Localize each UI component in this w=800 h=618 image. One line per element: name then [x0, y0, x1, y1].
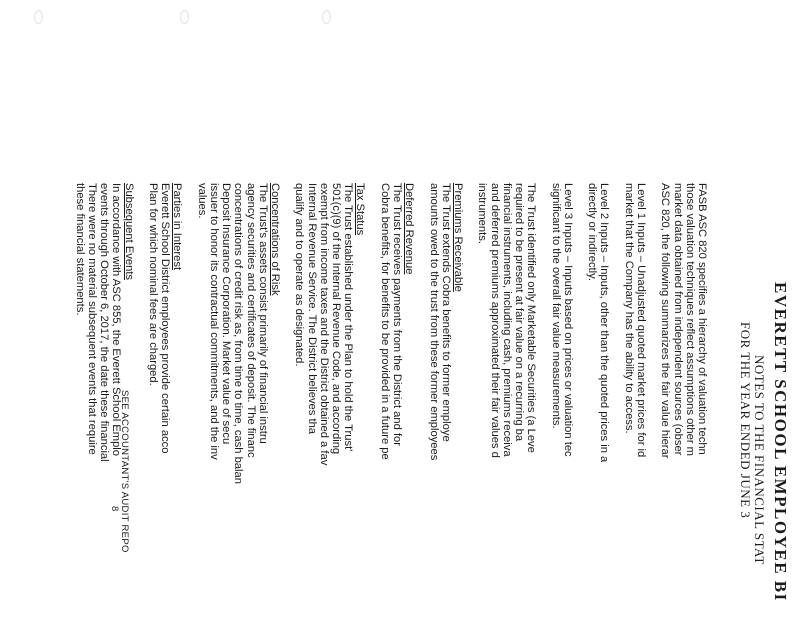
text-line: In accordance with ASC 855, the Everett School Emplo [110, 183, 123, 457]
text-line: Level 1 Inputs – Unadjusted quoted market prices for id [635, 183, 647, 458]
text-line: The Trust identified only Marketable Securities (a Leve [525, 183, 538, 453]
text-line: The Trust's assets consist primarily of financial instru [256, 183, 269, 444]
text-line: There were no material subsequent events that require [86, 183, 98, 455]
text-line: The Trust established under the Plan to hold the Trust' [342, 183, 355, 452]
text-line: agency securities and certificates of deposit. The financ [244, 183, 257, 458]
text-line: Cobra benefits, for benefits to be provided in a future pe [378, 183, 391, 460]
text-line: instruments. [476, 183, 489, 244]
text-line: and deferred premiums approximated their fair values d [488, 183, 501, 458]
deferred-revenue-section [379, 183, 416, 618]
text-line: ASC 820, the following summarizes the fair value hierar [659, 183, 672, 459]
parties-in-interest-section [147, 183, 184, 618]
text-line: Plan for which nominal fees are charged. [147, 183, 159, 386]
level3-paragraph [549, 183, 573, 618]
text-line: exempt from income taxes and the District obtained a fav [317, 183, 330, 466]
text-line: values. [195, 183, 208, 219]
text-line: these financial statements. [73, 183, 86, 316]
text-line: those valuation techniques reflect assumptions other m [683, 183, 696, 457]
audit-report-footer: SEE ACCOUNTANT'S AUDIT REPO [119, 390, 130, 553]
marketable-securities-paragraph [476, 183, 537, 618]
text-line: Internal Revenue Service. The District believes tha [305, 183, 318, 435]
tax-status-section [293, 183, 366, 618]
text-line: FASB ASC 820 specifies a hierarchy of valuation techn [696, 183, 708, 455]
fair-value-paragraph [659, 183, 708, 618]
premiums-receivable-section [427, 183, 464, 618]
level1-paragraph [623, 183, 647, 618]
document-subtitle: NOTES TO THE FINANCIAL STAT [752, 355, 767, 565]
text-line: required to be present at fair value on a recurring ba [513, 183, 526, 442]
punch-hole-mark [34, 10, 43, 24]
section-heading: Premiums Receivable [452, 183, 465, 292]
text-line: significant to the overall fair value measurements. [549, 183, 562, 429]
text-line: qualify and to operate as designated. [293, 183, 306, 367]
text-line: events through October 6, 2017, the date these financial [98, 183, 111, 462]
notes-body [74, 183, 708, 618]
rotated-page-content [73, 0, 800, 618]
text-line: market data obtained from independent sources (obser [671, 183, 684, 456]
section-heading: Parties in Interest [171, 183, 184, 271]
section-heading: Deferred Revenue [403, 183, 416, 275]
text-line: concentrations of credit risk as, from time to time, cash balan [232, 183, 245, 484]
document-title: EVERETT SCHOOL EMPLOYEE BI [771, 282, 790, 602]
text-line: market that the Company has the ability to access. [622, 183, 635, 434]
section-heading: Concentrations of Risk [269, 183, 282, 296]
text-line: Everett School District employees provide certain acco [159, 183, 172, 454]
text-line: financial instruments, including cash, premiums receiva [500, 183, 513, 457]
document-period: FOR THE YEAR ENDED JUNE 3 [738, 322, 753, 519]
text-line: 501(c)(9) of the Internal Revenue Code, and according [330, 183, 343, 455]
section-heading: Tax Status [354, 183, 367, 236]
text-line: directly or indirectly. [586, 183, 599, 282]
text-line: amounts owed to the trust from these former employees [427, 183, 440, 461]
section-heading: Subsequent Events [122, 183, 135, 281]
text-line: Deposit Insurance Corporation. Market value of secu [220, 183, 233, 445]
concentrations-of-risk-section [196, 183, 281, 618]
text-line: The Trust extends Cobra benefits to former employe [439, 183, 452, 442]
text-line: Level 2 Inputs – Inputs, other than the quoted prices in a [598, 183, 611, 463]
text-line: Level 3 Inputs – Inputs based on prices or valuation tec [561, 183, 574, 457]
level2-paragraph [586, 183, 610, 618]
text-line: The Trust receives payments from the District and for [391, 183, 404, 446]
text-line: issuer to honor its contractual commitments, and the inv [208, 183, 220, 460]
page-number: 8 [109, 506, 120, 512]
